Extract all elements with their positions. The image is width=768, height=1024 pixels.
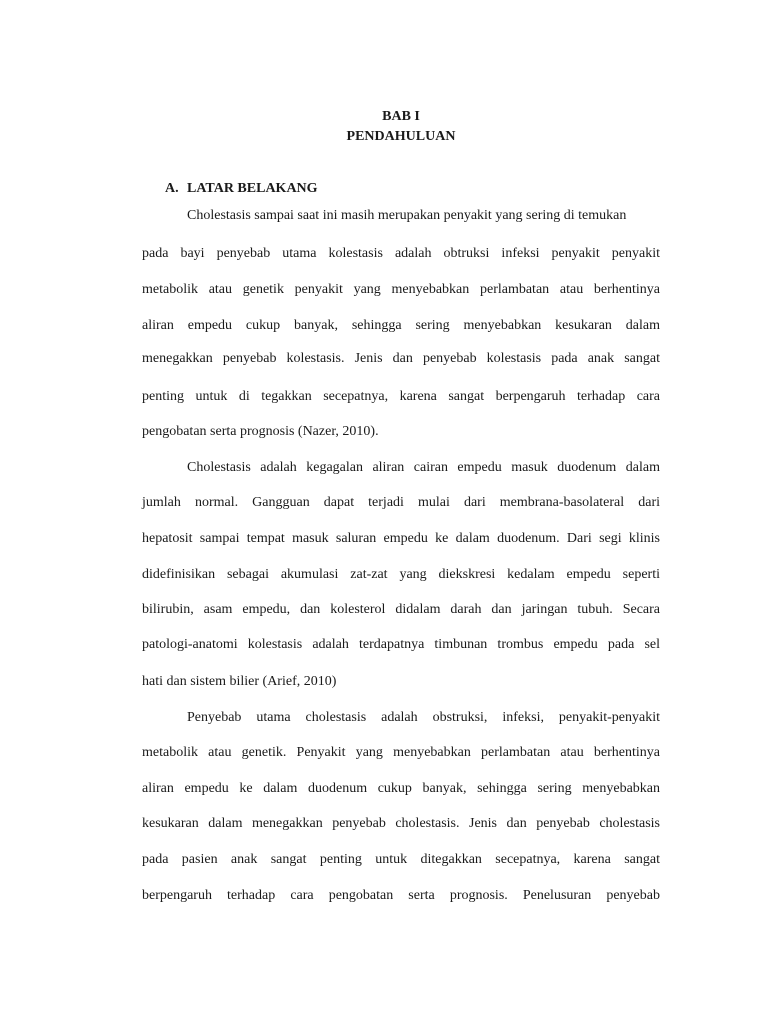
paragraph-line: menegakkan penyebab kolestasis. Jenis dan penyebab kolestasis pada anak sangat xyxy=(142,351,660,366)
paragraph-line: pengobatan serta prognosis (Nazer, 2010). xyxy=(142,424,379,439)
paragraph-line: hati dan sistem bilier (Arief, 2010) xyxy=(142,674,337,689)
chapter-label: BAB I xyxy=(382,109,420,124)
paragraph-line: hepatosit sampai tempat masuk saluran empedu ke dalam duodenum. Dari segi klinis xyxy=(142,531,660,546)
paragraph-line: pada pasien anak sangat penting untuk ditegakkan secepatnya, karena sangat xyxy=(142,852,660,867)
paragraph-line: Cholestasis sampai saat ini masih merupakan penyakit yang sering di temukan xyxy=(187,208,627,223)
paragraph-line: didefinisikan sebagai akumulasi zat-zat yang diekskresi kedalam empedu seperti xyxy=(142,567,660,582)
paragraph-line: penting untuk di tegakkan secepatnya, karena sangat berpengaruh terhadap cara xyxy=(142,389,660,404)
paragraph-line: pada bayi penyebab utama kolestasis adalah obtruksi infeksi penyakit penyakit xyxy=(142,246,660,261)
paragraph-line: Penyebab utama cholestasis adalah obstruksi, infeksi, penyakit-penyakit xyxy=(187,710,660,725)
section-title: LATAR BELAKANG xyxy=(187,181,318,196)
paragraph-line: aliran empedu ke dalam duodenum cukup banyak, sehingga sering menyebabkan xyxy=(142,781,660,796)
section-number: A. xyxy=(165,181,179,196)
paragraph-line: patologi-anatomi kolestasis adalah terdapatnya timbunan trombus empedu pada sel xyxy=(142,637,660,652)
paragraph-line: kesukaran dalam menegakkan penyebab cholestasis. Jenis dan penyebab cholestasis xyxy=(142,816,660,831)
paragraph-line: bilirubin, asam empedu, dan kolesterol didalam darah dan jaringan tubuh. Secara xyxy=(142,602,660,617)
paragraph-line: metabolik atau genetik penyakit yang menyebabkan perlambatan atau berhentinya xyxy=(142,282,660,297)
chapter-title: PENDAHULUAN xyxy=(346,129,456,144)
paragraph-line: jumlah normal. Gangguan dapat terjadi mulai dari membrana-basolateral dari xyxy=(142,495,660,510)
section-heading xyxy=(165,180,318,198)
paragraph-line: Cholestasis adalah kegagalan aliran cairan empedu masuk duodenum dalam xyxy=(187,460,660,475)
paragraph-line: aliran empedu cukup banyak, sehingga sering menyebabkan kesukaran dalam xyxy=(142,318,660,333)
paragraph-line: metabolik atau genetik. Penyakit yang menyebabkan perlambatan atau berhentinya xyxy=(142,745,660,760)
paragraph-line: berpengaruh terhadap cara pengobatan serta prognosis. Penelusuran penyebab xyxy=(142,888,660,903)
